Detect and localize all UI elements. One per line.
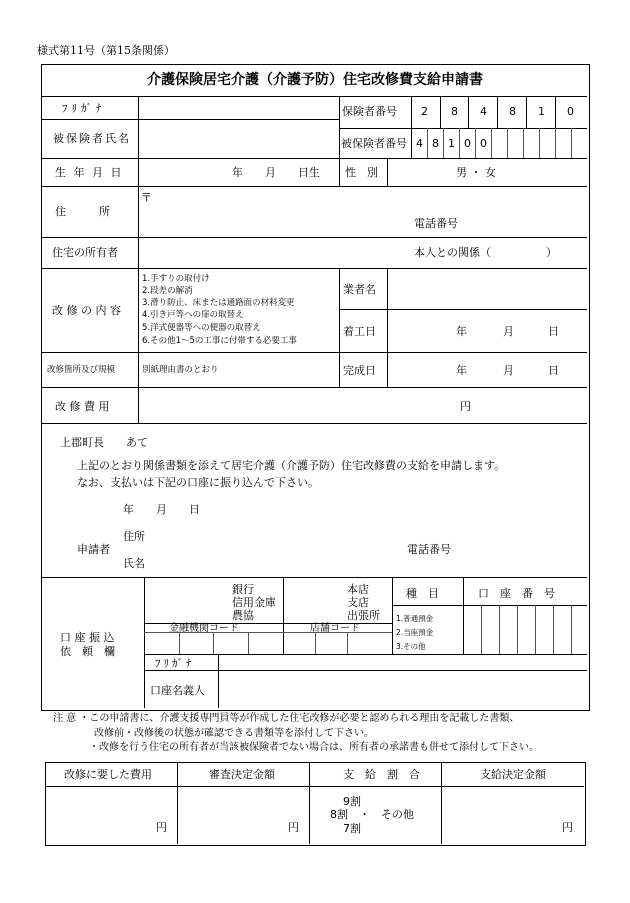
contractor-label: 業者名 xyxy=(343,283,376,296)
kind-ordinary: 1.普通預金 xyxy=(396,614,434,623)
bank-code-label: 金融機関コード xyxy=(169,623,239,634)
addressee: 上郡町長 あて xyxy=(60,436,148,449)
form-number: 様式第11号（第15条関係） xyxy=(37,44,175,57)
note-line-1: 注 意 ・この申請書に、介護支援専門員等が作成した住宅改修が必要と認められる理由を記載した書類、 xyxy=(53,713,520,724)
cost-yen: 円 xyxy=(460,400,471,413)
bank-transfer-label-1: 口 座 振 込 xyxy=(60,631,115,644)
declaration-date: 年 月 日 xyxy=(123,503,200,516)
office-decision-yen: 円 xyxy=(562,821,573,834)
insured-number-label: 被保険者番号 xyxy=(341,137,407,150)
content-item-1: 1.手すりの取付け xyxy=(142,274,210,284)
insured-digit-3: 1 xyxy=(448,137,455,150)
insured-name-label: 被保険者氏名 xyxy=(53,132,131,145)
branch-main: 本店 xyxy=(347,583,369,596)
bank-type-credit: 信用金庫 xyxy=(232,596,276,609)
insurer-number-label: 保険者番号 xyxy=(342,105,397,118)
applicant-name-label: 氏名 xyxy=(123,557,145,570)
owner-relation: 本人との関係（ ） xyxy=(414,246,557,259)
account-holder-label: 口座名義人 xyxy=(150,684,205,697)
start-day: 日 xyxy=(548,325,559,338)
declaration-line1: 上記のとおり関係書類を添えて居宅介護（介護予防）住宅改修費の支給を申請します。 xyxy=(77,459,506,472)
content-item-3: 3.滑り防止、床または通路面の材料変更 xyxy=(142,298,295,308)
branch-branch: 支店 xyxy=(347,596,369,609)
content-item-4: 4.引き戸等への扉の取替え xyxy=(142,310,244,320)
ratio-line-3: 7割 xyxy=(343,822,361,835)
complete-label: 完成日 xyxy=(343,364,376,377)
bank-type-bank: 銀行 xyxy=(232,583,254,596)
office-cost-yen: 円 xyxy=(156,821,167,834)
content-item-5: 5.洋式便器等への便器の取替え xyxy=(142,323,261,333)
office-col-ratio: 支 給 割 合 xyxy=(343,768,420,781)
holder-furigana-label: ﾌﾘｶﾞﾅ xyxy=(155,657,195,670)
sex-value: 男 ・ 女 xyxy=(456,166,496,179)
content-item-2: 2.段差の解消 xyxy=(142,286,193,296)
location-label: 改修箇所及び規模 xyxy=(47,365,116,375)
start-month: 月 xyxy=(503,325,514,338)
insured-digit-5: 0 xyxy=(480,137,487,150)
postal-mark: 〒 xyxy=(141,191,152,204)
insured-digit-1: 4 xyxy=(416,137,423,150)
cost-label: 改 修 費 用 xyxy=(55,400,110,413)
applicant-address-label: 住所 xyxy=(123,530,145,543)
content-label: 改 修 の 内 容 xyxy=(52,304,121,317)
insurer-digit-4: 8 xyxy=(509,105,516,118)
complete-year: 年 xyxy=(456,364,467,377)
declaration-line2: なお、支払いは下記の口座に振り込んで下さい。 xyxy=(77,476,319,489)
birthdate-label: 生 年 月 日 xyxy=(55,166,124,179)
insurer-digit-3: 4 xyxy=(480,105,487,118)
form-title: 介護保険居宅介護（介護予防）住宅改修費支給申請書 xyxy=(147,72,483,88)
office-col-review: 審査決定金額 xyxy=(209,768,275,781)
insurer-digit-6: 0 xyxy=(567,105,574,118)
insured-digit-4: 0 xyxy=(464,137,471,150)
insurer-digit-1: 2 xyxy=(421,105,428,118)
insurer-digit-2: 8 xyxy=(451,105,458,118)
bank-transfer-label-2: 依 頼 欄 xyxy=(60,645,115,658)
start-label: 着工日 xyxy=(343,325,376,338)
complete-day: 日 xyxy=(548,364,559,377)
owner-label: 住宅の所有者 xyxy=(52,246,118,259)
address-label: 住 所 xyxy=(55,205,110,218)
ratio-line-1: 9割 xyxy=(343,795,361,808)
insurer-digit-5: 1 xyxy=(538,105,545,118)
branch-office: 出張所 xyxy=(347,609,380,622)
birthdate-value: 年 月 日生 xyxy=(232,166,320,179)
note-line-3: ・改修を行う住宅の所有者が当該被保険者でない場合は、所有者の承諾書も併せて添付して下さい。 xyxy=(89,742,539,753)
furigana-label: ﾌﾘｶﾞﾅ xyxy=(62,102,106,115)
office-review-yen: 円 xyxy=(288,821,299,834)
ratio-line-2: 8割 ・ その他 xyxy=(330,808,414,821)
start-year: 年 xyxy=(456,325,467,338)
kind-current: 2.当座預金 xyxy=(396,628,434,637)
office-col-cost: 改修に要した費用 xyxy=(64,768,152,781)
applicant-label: 申請者 xyxy=(77,543,110,556)
kind-other: 3.その他 xyxy=(396,642,426,651)
content-item-6: 6.その他1～5の工事に付帯する必要工事 xyxy=(142,336,297,346)
applicant-phone-label: 電話番号 xyxy=(407,543,451,556)
bank-type-agri: 農協 xyxy=(232,609,254,622)
location-value: 別紙理由書のとおり xyxy=(142,365,219,375)
address-phone-label: 電話番号 xyxy=(414,217,458,230)
branch-code-label: 店舗コード xyxy=(310,623,360,634)
note-line-2: 改修前・改修後の状態が確認できる書類等を添付して下さい。 xyxy=(94,728,374,739)
insured-digit-2: 8 xyxy=(432,137,439,150)
account-number-label: 口 座 番 号 xyxy=(478,587,555,600)
office-col-decision: 支給決定金額 xyxy=(480,768,546,781)
complete-month: 月 xyxy=(503,364,514,377)
account-kind-label: 種 目 xyxy=(406,587,439,600)
sex-label: 性 別 xyxy=(345,166,378,179)
